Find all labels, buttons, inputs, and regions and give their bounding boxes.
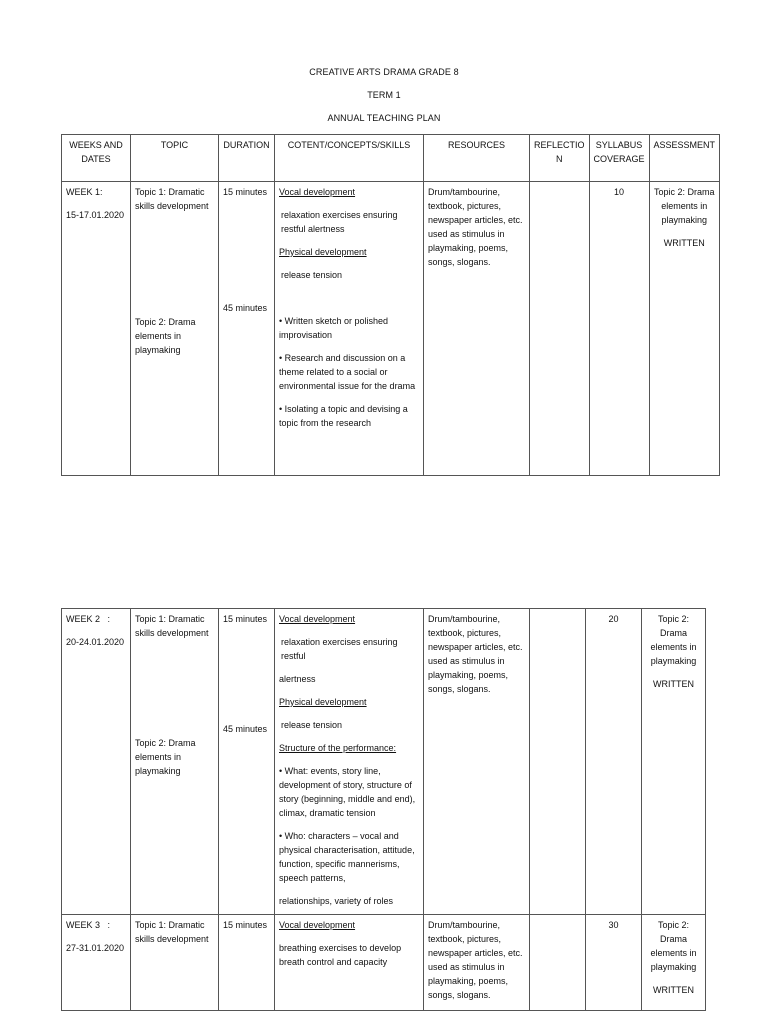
resources-cell: Drum/tambourine, textbook, pictures, newspaper articles, etc. used as stimulus in playmaking, poems, songs, slogans.: [424, 182, 530, 476]
reflection-cell: [530, 182, 590, 476]
topic-2: Topic 2: Drama elements in playmaking: [135, 738, 196, 776]
header-duration: DURATION: [219, 135, 275, 182]
document-title: CREATIVE ARTS DRAMA GRADE 8: [309, 67, 459, 77]
coverage-cell: 20: [586, 609, 642, 915]
topic-1: Topic 1: Dramatic skills development: [135, 614, 209, 638]
duration-cell: [219, 182, 275, 476]
plan-label: ANNUAL TEACHING PLAN: [327, 113, 441, 123]
vocal-heading: Vocal development: [279, 920, 356, 930]
content-cell: [275, 915, 424, 1011]
assessment-type: WRITTEN: [663, 238, 705, 248]
teaching-plan-table-1: [61, 134, 720, 476]
header-content: COTENT/CONCEPTS/SKILLS: [275, 135, 424, 182]
week-dates: 20-24.01.2020: [66, 637, 125, 647]
assessment-topic: Topic 2: Drama elements in playmaking: [654, 187, 715, 225]
week-cell: [62, 609, 131, 915]
week-label: WEEK 2 :: [66, 614, 111, 624]
vocal-text: breathing exercises to develop breath control and capacity: [279, 943, 402, 967]
content-cell: [275, 609, 424, 915]
assessment-cell: [642, 609, 706, 915]
duration-2: 45 minutes: [223, 724, 268, 734]
physical-text: release tension: [281, 270, 343, 280]
coverage-cell: 10: [589, 182, 649, 476]
content-cell: [275, 182, 424, 476]
content-bullet: • What: events, story line, development of story, structure of story (beginning, middle and end), climax, dramatic tension: [279, 766, 416, 818]
duration-1: 15 minutes: [223, 920, 268, 930]
duration-cell: [219, 609, 275, 915]
vocal-text: relaxation exercises ensuring restful alertness: [281, 210, 398, 234]
resources-cell: Drum/tambourine, textbook, pictures, newspaper articles, etc. used as stimulus in playmaking, poems, songs, slogans.: [424, 609, 530, 915]
vocal-text: relaxation exercises ensuring restful: [281, 637, 398, 661]
topic-cell: [131, 609, 219, 915]
assessment-type: WRITTEN: [653, 985, 694, 995]
table-row-week-2: [62, 609, 706, 915]
assessment-topic: Topic 2: Drama elements in playmaking: [650, 614, 697, 666]
resources-cell: Drum/tambourine, textbook, pictures, newspaper articles, etc. used as stimulus in playmaking, poems, songs, slogans.: [424, 915, 530, 1011]
content-bullet: • Who: characters – vocal and physical characterisation, attitude, function, specific mannerisms, speech patterns,: [279, 831, 415, 883]
header-topic: TOPIC: [131, 135, 219, 182]
vocal-text-continued: alertness: [279, 674, 316, 684]
week-cell: [62, 915, 131, 1011]
assessment-topic: Topic 2: Drama elements in playmaking: [650, 920, 697, 972]
header-weeks: WEEKS AND DATES: [62, 135, 131, 182]
week-dates: 15-17.01.2020: [66, 210, 125, 220]
content-bullet: relationships, variety of roles: [279, 896, 394, 906]
vocal-heading: Vocal development: [279, 614, 356, 624]
header-row: [62, 135, 720, 182]
content-bullet: • Written sketch or polished improvisation: [279, 316, 389, 340]
structure-heading: Structure of the performance:: [279, 743, 397, 753]
week-label: WEEK 3 :: [66, 920, 111, 930]
topic-1: Topic 1: Dramatic skills development: [135, 920, 209, 944]
reflection-cell: [530, 609, 586, 915]
header-reflection: REFLECTIO N: [530, 135, 590, 182]
physical-text: release tension: [281, 720, 343, 730]
topic-1: Topic 1: Dramatic skills development: [135, 187, 209, 211]
assessment-cell: [649, 182, 720, 476]
content-bullet: • Research and discussion on a theme related to a social or environmental issue for the drama: [279, 353, 416, 391]
topic-2: Topic 2: Drama elements in playmaking: [135, 317, 196, 355]
assessment-cell: [642, 915, 706, 1011]
physical-heading: Physical development: [279, 697, 367, 707]
week-dates: 27-31.01.2020: [66, 943, 125, 953]
duration-1: 15 minutes: [223, 614, 268, 624]
term-label: TERM 1: [367, 90, 401, 100]
assessment-type: WRITTEN: [653, 679, 694, 689]
week-cell: [62, 182, 131, 476]
coverage-cell: 30: [586, 915, 642, 1011]
header-resources: RESOURCES: [424, 135, 530, 182]
duration-2: 45 minutes: [223, 303, 268, 313]
header-assessment: ASSESSMENT: [649, 135, 720, 182]
table-row-week-3: [62, 915, 706, 1011]
physical-heading: Physical development: [279, 247, 367, 257]
topic-cell: [131, 182, 219, 476]
duration-1: 15 minutes: [223, 187, 268, 197]
teaching-plan-table-2: [61, 608, 706, 1011]
header-coverage: SYLLABUS COVERAGE: [589, 135, 649, 182]
week-label: WEEK 1:: [66, 187, 103, 197]
duration-cell: [219, 915, 275, 1011]
content-bullet: • Isolating a topic and devising a topic from the research: [279, 404, 408, 428]
vocal-heading: Vocal development: [279, 187, 356, 197]
reflection-cell: [530, 915, 586, 1011]
table-row-week-1: [62, 182, 720, 476]
topic-cell: [131, 915, 219, 1011]
